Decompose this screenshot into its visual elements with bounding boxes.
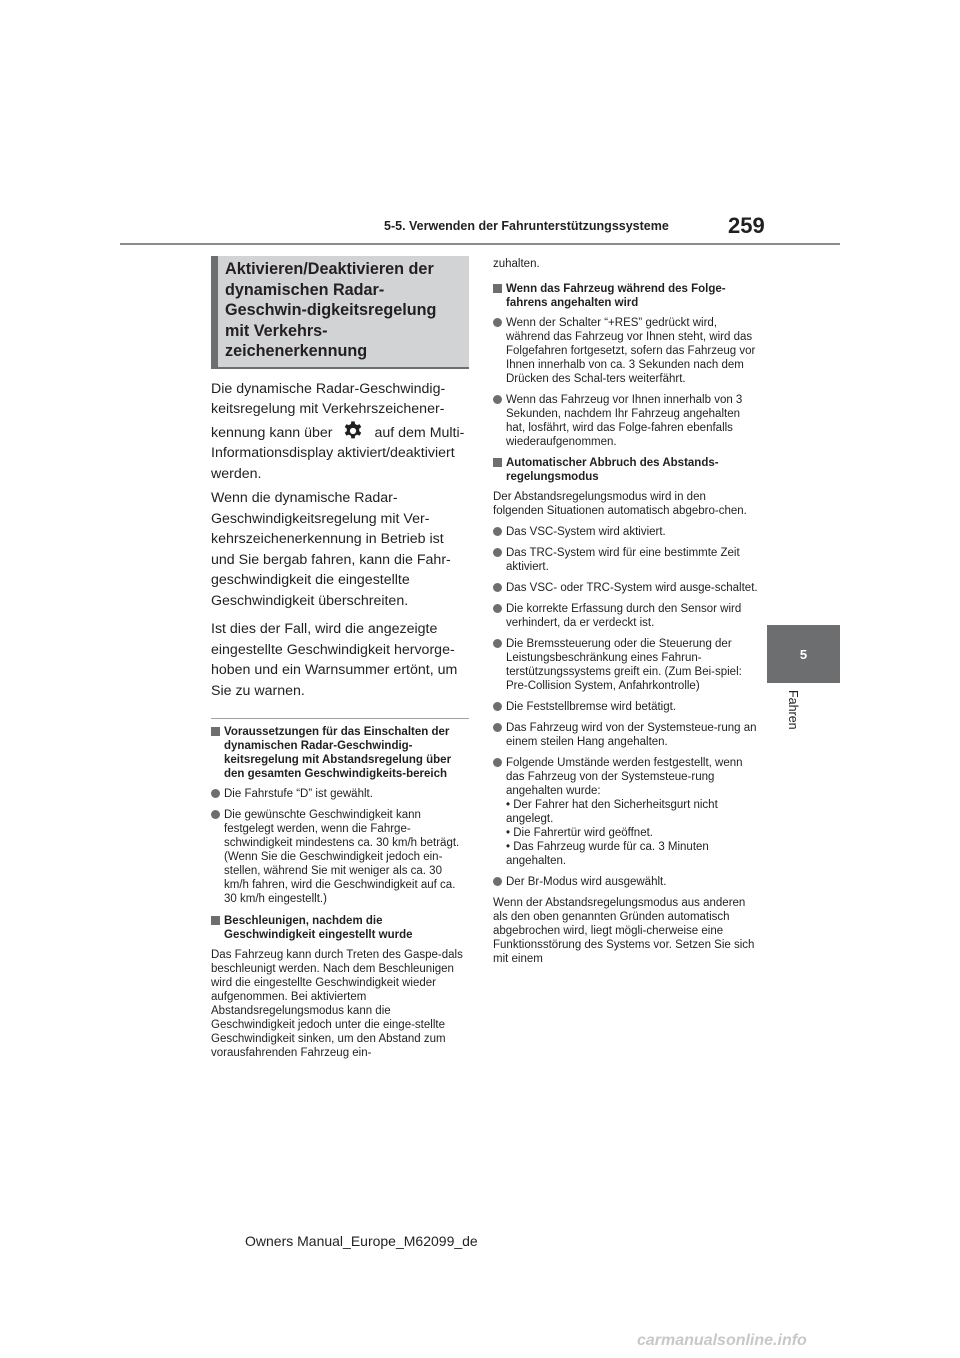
bullet-dot-icon — [211, 789, 220, 798]
list-item-text: Wenn der Schalter “+RES” gedrückt wird, während das Fahrzeug vor Ihnen steht, wird das Folgefahren fortgesetzt, sofern das Fahrzeug vor Ihnen innerhalb von ca. 3 Sekunden nach dem Drücken des Schal-ters weiterfährt. — [506, 317, 756, 385]
gear-icon — [342, 420, 364, 442]
subsection-heading — [211, 914, 469, 942]
list-item-text: Das Fahrzeug wird von der Systemsteue-rung an einem steilen Hang angehalten. — [506, 722, 757, 748]
list-item — [493, 756, 758, 868]
watermark: carmanualsonline.info — [637, 1332, 807, 1349]
list-item-text: Die Feststellbremse wird betätigt. — [506, 701, 677, 713]
section-divider — [211, 718, 469, 719]
chapter-tab — [767, 625, 840, 683]
list-item — [493, 316, 758, 386]
bullet-dot-icon — [493, 395, 502, 404]
list-item-text: Die Bremssteuerung oder die Steuerung der Leistungsbeschränkung eines Fahrun-terstützungssystems greift ein. (Zum Bei-spiel: Pre-Collision System, Anfahrkontrolle) — [506, 638, 742, 692]
list-item-text: Das TRC-System wird für eine bestimmte Zeit aktiviert. — [506, 547, 740, 573]
list-item-text: Der Br-Modus wird ausgewählt. — [506, 876, 667, 888]
intro-text-before-icon: Die dynamische Radar-Geschwindig-keitsregelung mit Verkehrszeichener-kennung kann über — [211, 380, 446, 441]
bullet-dot-icon — [493, 548, 502, 557]
square-bullet-icon — [493, 284, 502, 293]
bullet-dot-icon — [493, 702, 502, 711]
closing-paragraph: Wenn der Abstandsregelungsmodus aus anderen als den oben genannten Gründen automatisch abgebrochen wird, liegt mögli-cherweise eine Funktionsstörung des Systems vor. Setzen Sie sich mit einem — [493, 897, 755, 965]
list-item-text: Das VSC-System wird aktiviert. — [506, 526, 666, 538]
header-divider — [120, 243, 840, 245]
list-item — [493, 546, 758, 574]
subsection-heading-text: Voraussetzungen für das Einschalten der dynamischen Radar-Geschwindig-keitsregelung mit Abstandsregelung über den gesamten Geschwindigkeits-bereich — [224, 726, 452, 780]
list-item — [493, 637, 758, 693]
intro-text-after-icon: auf dem Multi-Informationsdisplay aktiviert/deaktiviert werden. — [211, 424, 465, 482]
square-bullet-icon — [211, 916, 220, 925]
square-bullet-icon — [211, 727, 220, 736]
paragraph-downhill: Wenn die dynamische Radar-Geschwindigkeitsregelung mit Ver-kehrszeichenerkennung in Betrieb ist und Sie bergab fahren, kann die Fahr-geschwindigkeit die eingestellte Geschwindigkeit überschreiten. — [211, 490, 451, 609]
list-item-text: Wenn das Fahrzeug vor Ihnen innerhalb von 3 Sekunden, nachdem Ihr Fahrzeug angehalten hat, losfährt, wird das Folge-fahren ebenfalls wiederaufgenommen. — [506, 394, 743, 448]
left-column — [211, 256, 469, 1067]
list-item — [493, 721, 758, 749]
chapter-number: 5 — [799, 646, 808, 662]
list-item — [493, 602, 758, 630]
bullet-dot-icon — [493, 877, 502, 886]
bullet-dot-icon — [493, 723, 502, 732]
square-bullet-icon — [493, 458, 502, 467]
list-item-text: Das VSC- oder TRC-System wird ausge-schaltet. — [506, 582, 758, 594]
list-item — [493, 700, 758, 714]
subsection-heading — [493, 456, 758, 484]
subsection-text: Das Fahrzeug kann durch Treten des Gaspe-dals beschleunigt werden. Nach dem Beschleunigen wird die eingestellte Geschwindigkeit wieder aufgenommen. Bei aktiviertem Abstandsregelungsmodus kann die Geschwindigkeit jedoch unter die einge-stellte Geschwindigkeit sinken, um den Abstand zum vorausfahrenden Fahrzeug ein- — [211, 949, 463, 1059]
bullet-dot-icon — [493, 583, 502, 592]
continuation-text: zuhalten. — [493, 258, 540, 270]
bullet-dot-icon — [493, 318, 502, 327]
paragraph-warning: Ist dies der Fall, wird die angezeigte eingestellte Geschwindigkeit hervorge-hoben und ein Warnsummer ertönt, um Sie zu warnen. — [211, 621, 458, 699]
bullet-dot-icon — [493, 604, 502, 613]
list-item — [211, 787, 469, 801]
list-item — [493, 581, 758, 595]
subsection-intro: Der Abstandsregelungsmodus wird in den folgenden Situationen automatisch abgebro-chen. — [493, 491, 747, 517]
right-column — [493, 257, 758, 973]
subsection-heading — [493, 282, 758, 310]
list-item — [211, 808, 469, 906]
bullet-dot-icon — [211, 810, 220, 819]
footer-document-id: Owners Manual_Europe_M62099_de — [245, 1233, 478, 1249]
page-number: 259 — [728, 213, 765, 238]
section-heading: Aktivieren/Deaktivieren der dynamischen Radar-Geschwin-digkeitsregelung mit Verkehrs-zeichenerkennung — [211, 256, 469, 369]
intro-paragraph — [211, 379, 469, 485]
list-item-text: Die korrekte Erfassung durch den Sensor wird verhindert, da er verdeckt ist. — [506, 603, 742, 629]
list-item-text: Folgende Umstände werden festgestellt, wenn das Fahrzeug von der Systemsteue-rung angehalten wurde: • Der Fahrer hat den Sicherheitsgurt nicht angelegt. • Die Fahrertür wird geöffnet. • Das Fahrzeug wurde für ca. 3 Minuten angehalten. — [506, 757, 743, 867]
subsection-heading-text: Automatischer Abbruch des Abstands-regelungsmodus — [506, 457, 719, 483]
list-item — [493, 875, 758, 889]
bullet-dot-icon — [493, 639, 502, 648]
list-item — [493, 393, 758, 449]
list-item-text: Die gewünschte Geschwindigkeit kann festgelegt werden, wenn die Fahrge-schwindigkeit mindestens ca. 30 km/h beträgt. (Wenn Sie die Geschwindigkeit jedoch ein-stellen, während Sie mit weniger als ca. 30 km/h fahren, wird die Geschwindigkeit auf ca. 30 km/h eingestellt.) — [224, 809, 460, 905]
chapter-label: Fahren — [786, 690, 800, 730]
subsection-heading — [211, 725, 469, 781]
subsection-heading-text: Wenn das Fahrzeug während des Folge-fahrens angehalten wird — [506, 283, 726, 309]
list-item — [493, 525, 758, 539]
bullet-dot-icon — [493, 758, 502, 767]
running-header-title: 5-5. Verwenden der Fahrunterstützungssysteme — [384, 219, 669, 233]
list-item-text: Die Fahrstufe “D” ist gewählt. — [224, 788, 373, 800]
subsection-heading-text: Beschleunigen, nachdem die Geschwindigkeit eingestellt wurde — [224, 915, 413, 941]
bullet-dot-icon — [493, 527, 502, 536]
